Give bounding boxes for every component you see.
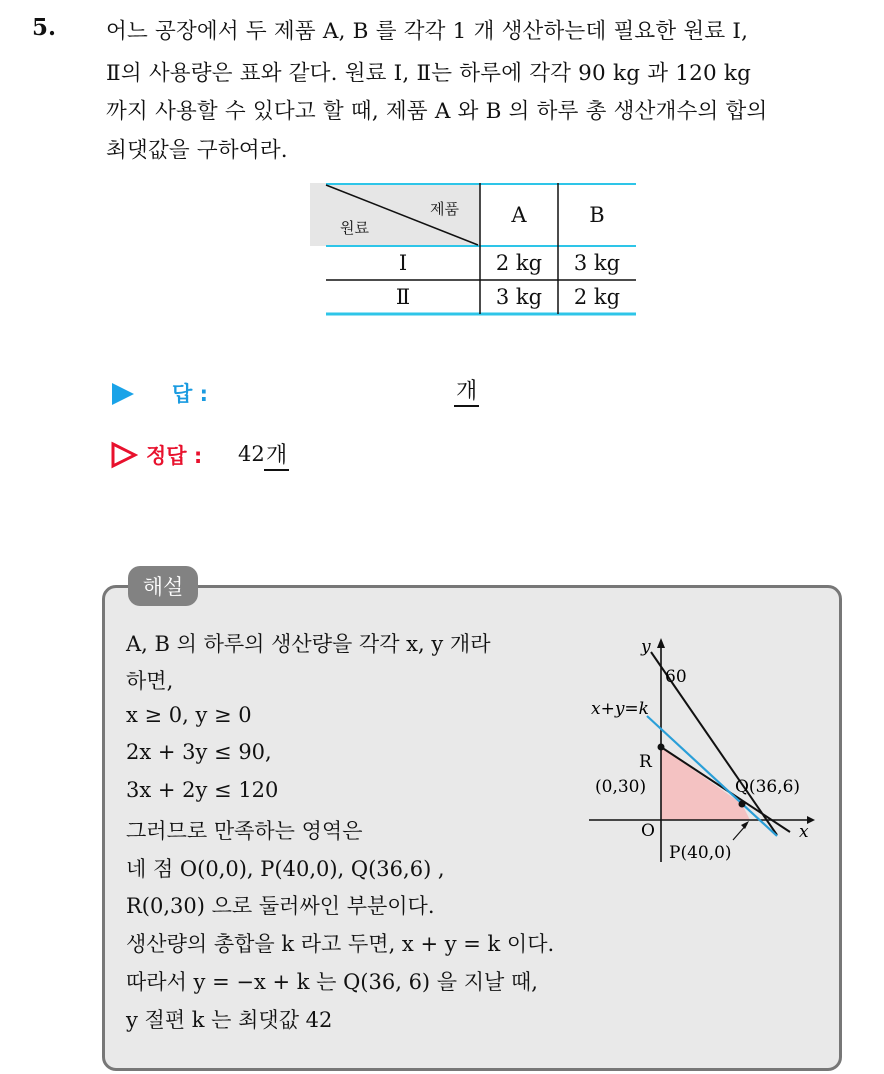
y-axis-label: y <box>641 637 651 657</box>
y-intercept-label: 60 <box>665 667 687 687</box>
solution-line: y 절편 k 는 최댓값 42 <box>126 1008 333 1032</box>
point-p-label: P(40,0) <box>669 843 732 863</box>
feasible-region-graph <box>575 630 835 870</box>
column-header-b: B <box>589 202 605 227</box>
question-line-3: 까지 사용할 수 있다고 할 때, 제품 A 와 B 의 하루 총 생산개수의 합의 <box>106 99 768 124</box>
line-k-label: x+y=k <box>591 699 649 719</box>
point-r-label: R <box>639 752 652 772</box>
solution-line: 하면, <box>126 669 174 693</box>
table-corner-product: 제품 <box>430 200 459 218</box>
material-table <box>310 183 636 316</box>
point-r-coord: (0,30) <box>595 777 647 797</box>
correct-arrow-icon <box>110 441 138 469</box>
correct-unit: 개 <box>264 438 289 471</box>
correct-value: 42 <box>238 442 265 466</box>
point-r <box>658 744 665 751</box>
table-cell: 3 kg <box>573 251 621 275</box>
question-line-2: Ⅱ의 사용량은 표와 같다. 원료 Ⅰ, Ⅱ는 하루에 각각 90 kg 과 120 kg <box>106 61 752 86</box>
point-q-label: Q(36,6) <box>735 777 801 797</box>
table-cell: 2 kg <box>573 285 621 309</box>
row-label-1: Ⅰ <box>398 251 408 275</box>
solution-tag: 해설 <box>128 566 198 606</box>
table-cell: 3 kg <box>495 285 543 309</box>
point-q <box>739 801 746 808</box>
solution-line: 그러므로 만족하는 영역은 <box>126 819 363 843</box>
question-line-4: 최댓값을 구하여라. <box>106 138 288 163</box>
answer-unit: 개 <box>454 374 479 407</box>
answer-label: 답 : <box>172 382 208 406</box>
origin-label: O <box>641 821 655 841</box>
answer-arrow-icon <box>110 381 136 407</box>
solution-line: 2x + 3y ≤ 90, <box>126 740 272 764</box>
solution-line: x ≥ 0, y ≥ 0 <box>126 703 252 727</box>
solution-line: 생산량의 총합을 k 라고 두면, x + y = k 이다. <box>126 932 555 956</box>
solution-line: R(0,30) 으로 둘러싸인 부분이다. <box>126 894 435 918</box>
x-axis-label: x <box>799 822 809 842</box>
solution-line: 네 점 O(0,0), P(40,0), Q(36,6) , <box>126 857 445 881</box>
solution-line: 따라서 y = −x + k 는 Q(36, 6) 을 지날 때, <box>126 970 538 994</box>
table-corner-material: 원료 <box>340 219 369 237</box>
correct-label: 정답 : <box>146 444 203 468</box>
solution-line: 3x + 2y ≤ 120 <box>126 778 279 802</box>
row-label-2: Ⅱ <box>395 285 411 309</box>
question-line-1: 어느 공장에서 두 제품 A, B 를 각각 1 개 생산하는데 필요한 원료 Ⅰ, <box>106 19 749 44</box>
question-number: 5. <box>32 14 57 41</box>
table-cell: 2 kg <box>495 251 543 275</box>
column-header-a: A <box>511 202 527 227</box>
solution-line: A, B 의 하루의 생산량을 각각 x, y 개라 <box>126 632 491 656</box>
